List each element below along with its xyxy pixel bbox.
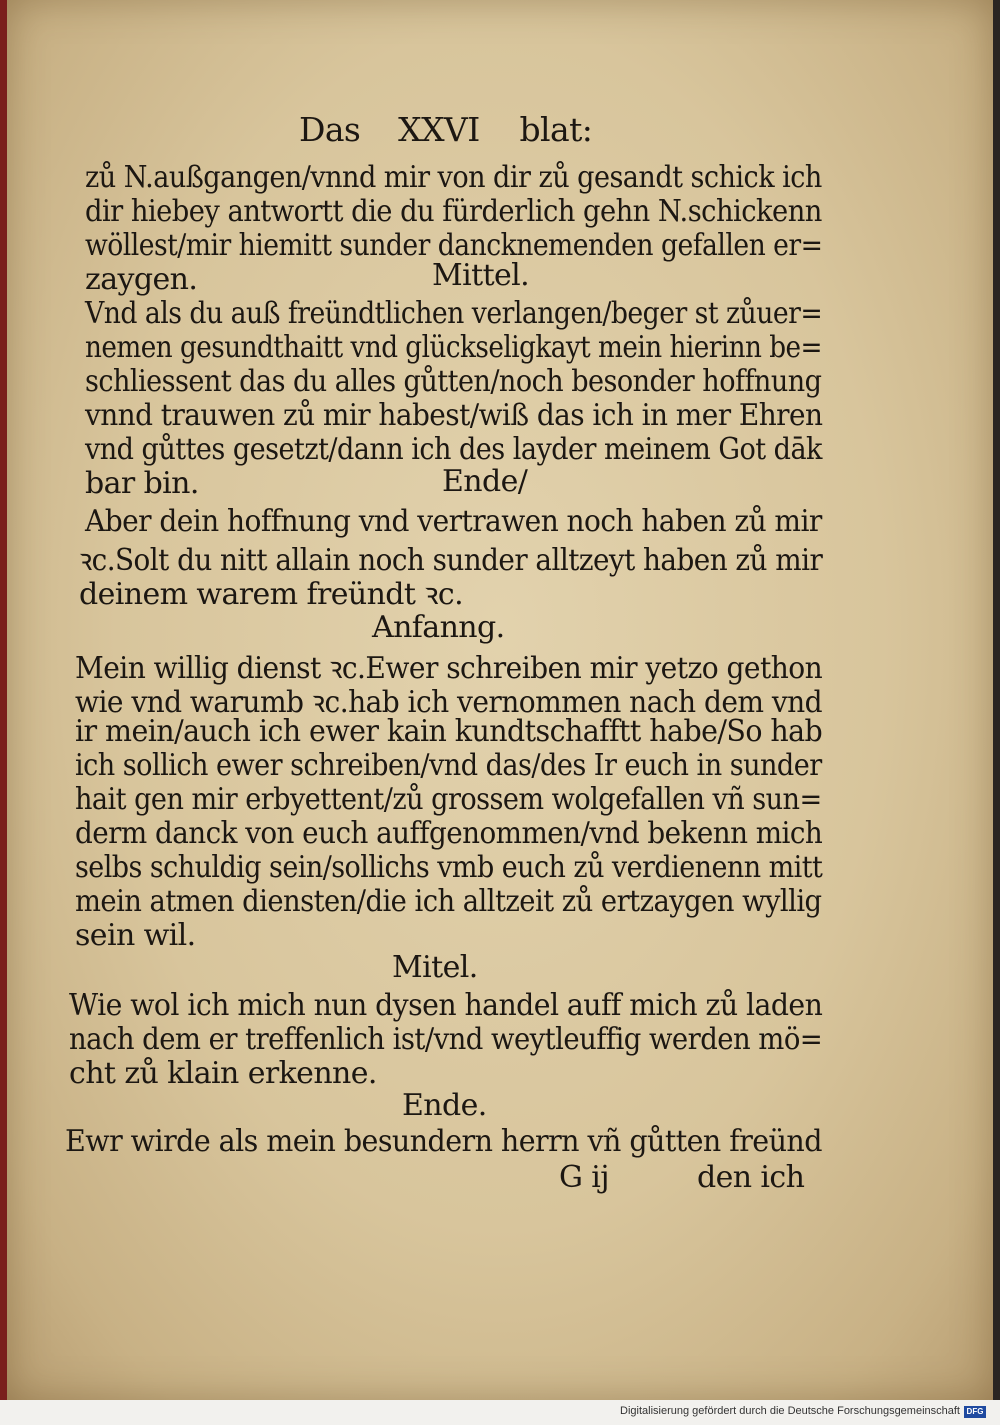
section-heading: Anfanng. — [372, 610, 505, 645]
signature-mark: G ij — [559, 1160, 609, 1195]
text-line: vnnd trauwen zů mir habest/wiß das ich in mer Ehren — [85, 398, 823, 433]
text-line: bar bin. — [85, 466, 199, 501]
section-heading: Ende/ — [442, 464, 528, 499]
text-line: ꝛc.Solt du nitt allain noch sunder alltzeyt haben zů mir — [79, 543, 823, 578]
text-line: sein wil. — [75, 918, 196, 953]
text-line: hait gen mir erbyettent/zů grossem wolgefallen vñ sun= — [75, 782, 822, 817]
text-line: vnd gůttes gesetzt/dann ich des layder meinem Got dāk — [85, 432, 822, 467]
running-head — [299, 110, 639, 149]
text-line: Mein willig dienst ꝛc.Ewer schreiben mir yetzo gethon — [75, 651, 823, 686]
book-spine — [0, 0, 7, 1400]
text-line: ich sollich ewer schreiben/vnd das/des Ir euch in sunder — [75, 748, 822, 783]
text-line: Aber dein hoffnung vnd vertrawen noch haben zů mir — [85, 504, 822, 539]
header-suffix: blat: — [519, 110, 593, 149]
text-line: zaygen. — [85, 262, 198, 297]
text-line: Ewr wirde als mein besundern herrn vñ gůtten freünd — [65, 1124, 822, 1159]
text-line: deinem warem freündt ꝛc. — [79, 577, 464, 612]
section-heading: Mitel. — [392, 950, 478, 985]
folio-number: XXVI — [398, 110, 480, 149]
dfg-logo-icon: DFG — [964, 1406, 986, 1418]
page-text — [7, 0, 993, 1400]
text-line: wie vnd warumb ꝛc.hab ich vernommen nach dem vnd — [75, 685, 823, 720]
text-line: cht zů klain erkenne. — [69, 1056, 377, 1091]
text-line: nemen gesundthaitt vnd glückseligkayt mein hierinn be= — [85, 330, 822, 365]
catchword: den ich — [697, 1160, 805, 1195]
text-line: selbs schuldig sein/sollichs vmb euch zů verdienenn mitt — [75, 850, 823, 885]
text-line: derm danck von euch auffgenommen/vnd bekenn mich — [75, 816, 823, 851]
text-line: Wie wol ich mich nun dysen handel auff mich zů laden — [69, 988, 823, 1023]
text-line: mein atmen diensten/die ich alltzeit zů ertzaygen wyllig — [75, 884, 822, 919]
section-heading: Ende. — [402, 1088, 487, 1123]
text-line: zů N.außgangen/vnnd mir von dir zů gesandt schick ich — [85, 160, 822, 195]
text-line: wöllest/mir hiemitt sunder dancknemenden gefallen er= — [85, 228, 823, 263]
funding-credit: Digitalisierung gefördert durch die Deutsche Forschungsgemeinschaft — [620, 1405, 960, 1417]
text-line: nach dem er treffenlich ist/vnd weytleuffig werden mö= — [69, 1022, 823, 1057]
section-heading: Mittel. — [432, 258, 530, 293]
text-line: dir hiebey antwortt die du fürderlich gehn N.schickenn — [85, 194, 822, 229]
footer-bar — [0, 1400, 1000, 1425]
header-word: Das — [299, 110, 361, 149]
text-line: Vnd als du auß freündtlichen verlangen/beger st zůuer= — [85, 296, 823, 331]
text-line: ir mein/auch ich ewer kain kundtschafftt habe/So hab — [75, 714, 823, 749]
book-page — [7, 0, 993, 1400]
text-line: schliessent das du alles gůtten/noch besonder hoffnung — [85, 364, 822, 399]
